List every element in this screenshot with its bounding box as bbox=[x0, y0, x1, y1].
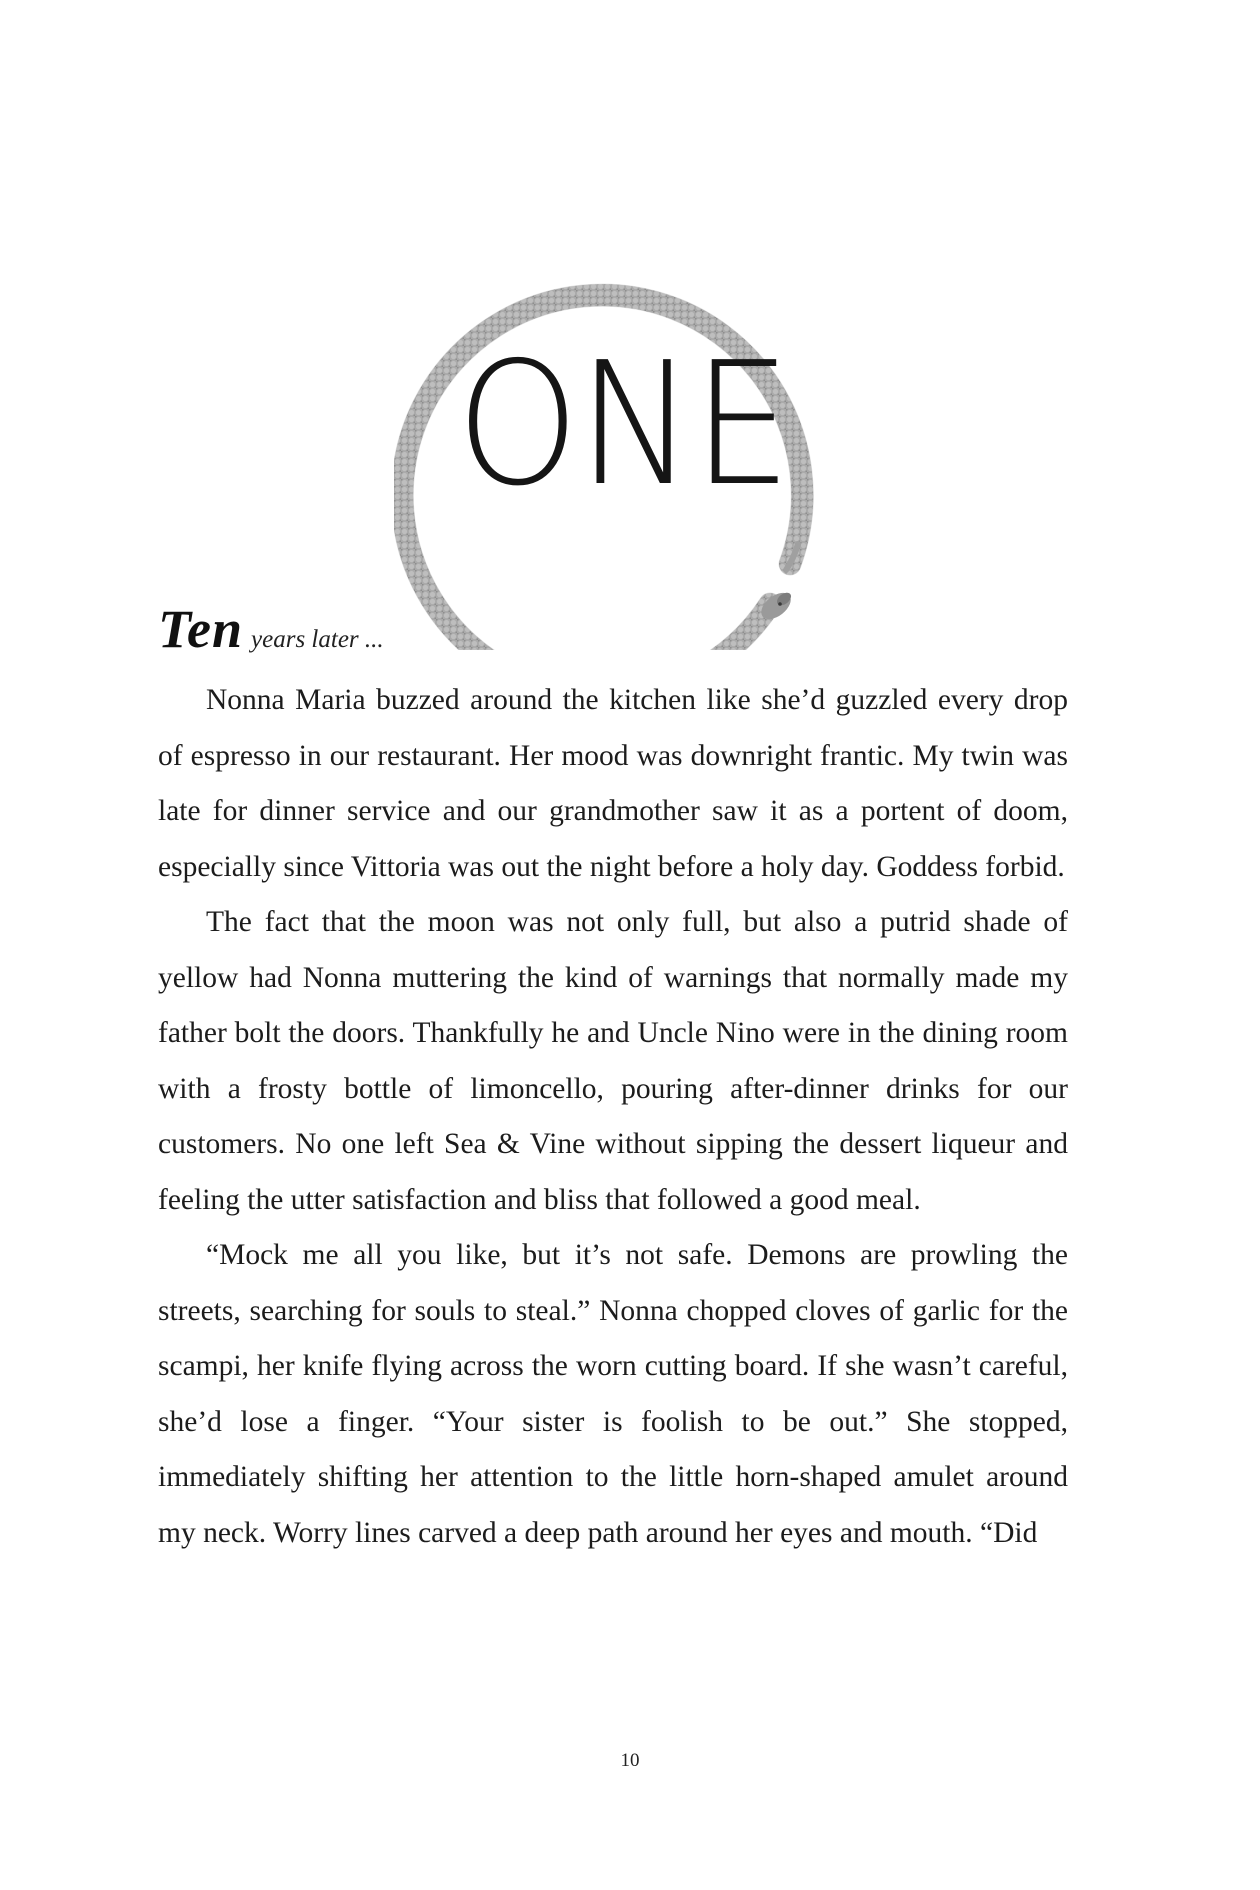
chapter-subtitle bbox=[158, 598, 384, 658]
subtitle-rest: years later ... bbox=[251, 626, 384, 653]
chapter-number: ONE bbox=[456, 326, 790, 524]
paragraph: “Mock me all you like, but it’s not safe. Demons are prowling the streets, searching for souls to steal.” Nonna chopped cloves of garlic for the scampi, her knife flying across the worn cutting board. If she wasn’t careful, she’d lose a finger. “Your sister is foolish to be out.” She stopped, immediately shifting her attention to the little horn-shaped amulet around my neck. Worry lines carved a deep path around her eyes and mouth. “Did bbox=[158, 1239, 1068, 1549]
paragraph: The fact that the moon was not only full, but also a putrid shade of yellow had Nonna muttering the kind of warnings that normally made my father bolt the doors. Thankfully he and Uncle Nino were in the dining room with a frosty bottle of limoncello, pouring after-dinner drinks for our customers. No one left Sea & Vine without sipping the dessert liqueur and feeling the utter satisfaction and bliss that followed a good meal. bbox=[158, 906, 1068, 1216]
page-number: 10 bbox=[620, 1750, 640, 1771]
subtitle-lead-word: Ten bbox=[158, 599, 244, 659]
body-text bbox=[158, 673, 1068, 1561]
paragraph: Nonna Maria buzzed around the kitchen like she’d guzzled every drop of espresso in our restaurant. Her mood was downright frantic. My twin was late for dinner service and our grandmother saw it as a portent of doom, especially since Vittoria was out the night before a holy day. Goddess forbid. bbox=[158, 684, 1068, 883]
